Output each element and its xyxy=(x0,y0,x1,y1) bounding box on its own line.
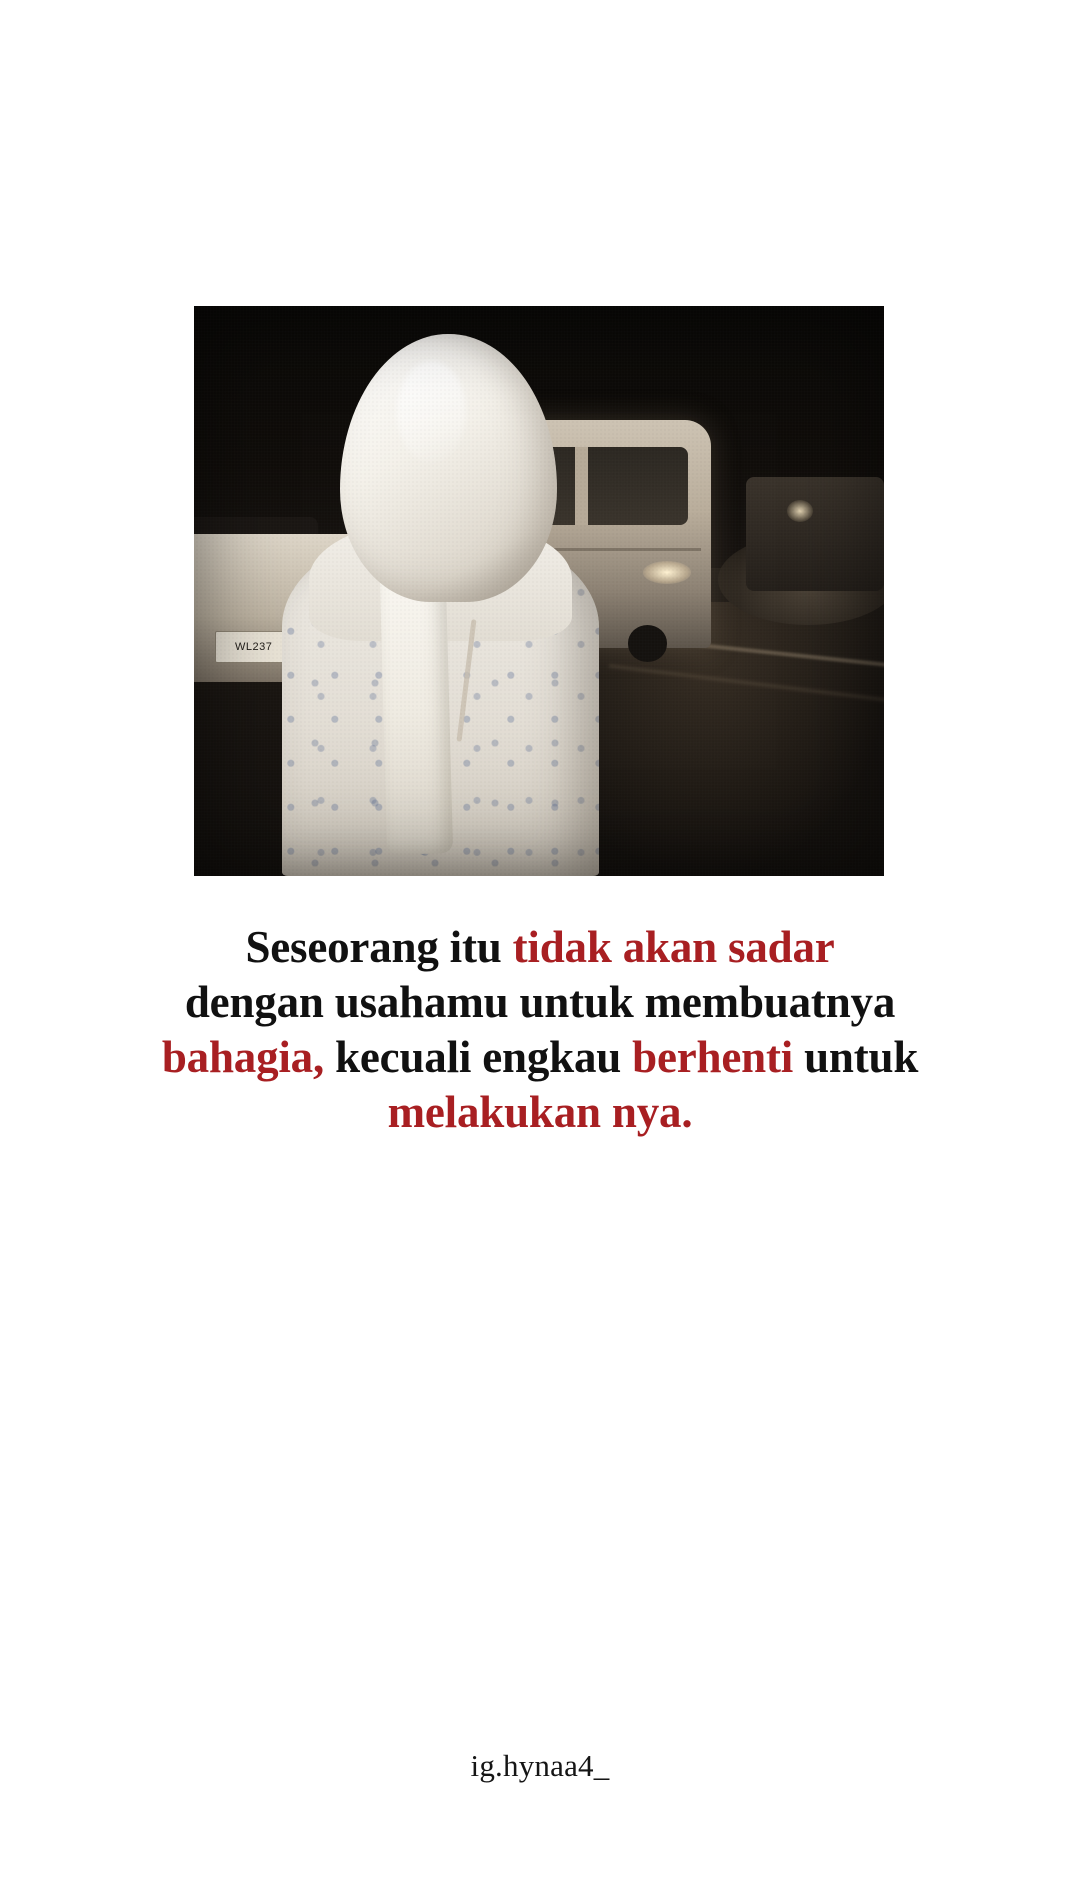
hijab-highlight xyxy=(397,361,466,463)
photo-frame xyxy=(194,306,884,876)
caption-line1-highlight: tidak akan sadar xyxy=(512,922,835,972)
white-hijab xyxy=(340,334,556,602)
quote-caption xyxy=(90,920,990,1140)
caption-line4-highlight: melakukan nya. xyxy=(387,1086,693,1137)
caption-line3-highlight-b: berhenti xyxy=(632,1031,794,1082)
caption-line2: dengan usahamu untuk membuatnya xyxy=(184,976,896,1027)
night-street-photo xyxy=(194,306,884,876)
instagram-handle: ig.hynaa4_ xyxy=(470,1748,610,1783)
caption-line3-highlight-a: bahagia, xyxy=(161,1031,325,1082)
license-plate: WL237 xyxy=(215,631,293,663)
caption-line1-plain: Seseorang itu xyxy=(245,922,513,972)
far-vehicle xyxy=(746,477,884,591)
caption-line3-plain-b: untuk xyxy=(793,1031,919,1082)
van-taillight xyxy=(643,561,690,584)
photo-subject xyxy=(263,317,649,876)
caption-line3-plain-a: kecuali engkau xyxy=(324,1031,633,1082)
far-headlight xyxy=(787,500,813,522)
